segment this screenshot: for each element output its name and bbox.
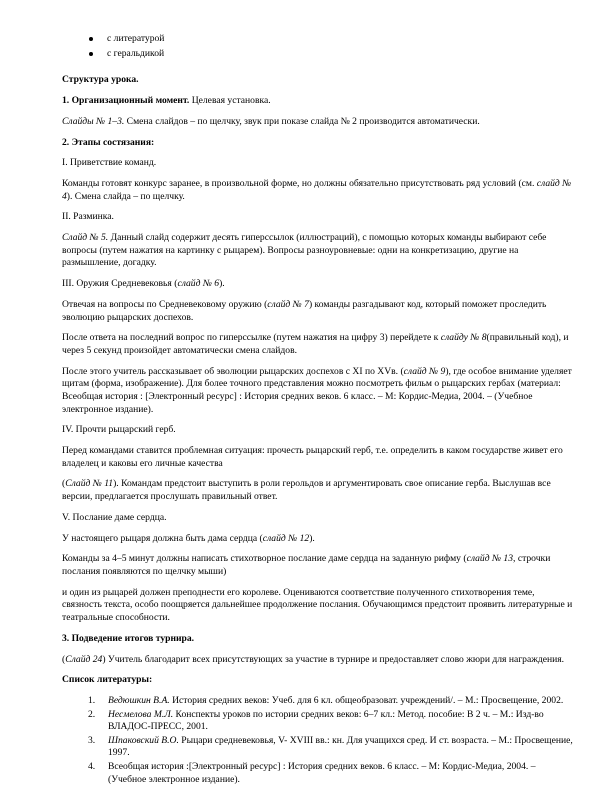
text-part: Данный слайд содержит десять гиперссылок (иллюстраций), с помощью которых команды выбирают себе вопросы (путем нажатия на картинку с рыцарем). Вопросы разноуровневые: одни на конкретизацию, другие на размышление, догадку. bbox=[62, 232, 547, 269]
slide-ref: слайд № 6 bbox=[177, 278, 220, 290]
reference-text: Рыцари средневековья, V- XVIII вв.: кн. Для учащихся сред. И ст. возраста. – М.: Просвещение, 1997. bbox=[108, 734, 573, 759]
text-part: Команды готовят конкурс заранее, в произвольной форме, но должны обязательно присутствовать ряд условий (см. bbox=[62, 178, 537, 190]
reference-item bbox=[62, 735, 574, 760]
stage-5-text-3: и один из рыцарей должен преподнести его королеве. Оцениваются соответствие полученного стихотворения теме, связность текста, особо поощряется дальнейшее продолжение послания. Обучающимся предстоит проявить литературные и театральные способности. bbox=[62, 586, 573, 623]
slide-ref: слайд № 13 bbox=[466, 553, 514, 565]
bullet-item: с литературой bbox=[62, 33, 574, 46]
text-part: После этого учитель рассказывает об эволюции рыцарских доспехов с XI по XVв. ( bbox=[62, 365, 404, 377]
slide-ref: слайду № 8 bbox=[440, 332, 487, 344]
text-part: (правильный код), и через 5 секунд произойдет автоматически смена слайдов. bbox=[62, 332, 569, 356]
references-heading: Список литературы: bbox=[62, 674, 153, 686]
slide-ref: слайд № 12 bbox=[262, 532, 310, 544]
reference-item bbox=[62, 761, 574, 786]
slide-ref: слайд № 7 bbox=[267, 299, 309, 310]
slide-ref: Слайд 24 bbox=[65, 653, 103, 665]
stage-3-text-2 bbox=[62, 332, 574, 357]
section-1-heading bbox=[62, 95, 574, 108]
reference-text: История средних веков: Учеб. для 6 кл. общеобразоват. учреждений/. – М.: Просвещение, 2002. bbox=[169, 695, 564, 707]
stage-1-title: I. Приветствие команд. bbox=[62, 157, 157, 169]
stage-4-text-2 bbox=[62, 478, 574, 503]
text-part: ) команды разгадывают код, который поможет проследить эволюцию рыцарских доспехов. bbox=[62, 299, 547, 323]
reference-author: Несмелова М.Л. bbox=[108, 708, 174, 720]
slides-ref: Слайды № 1–3. bbox=[62, 115, 125, 127]
slide-ref: Слайд № 5. bbox=[62, 232, 109, 244]
stage-1-text bbox=[62, 178, 574, 203]
section-1-title-rest: Целевая установка. bbox=[189, 94, 271, 106]
reference-number: 1. bbox=[88, 695, 96, 707]
stage-5-text-2 bbox=[62, 553, 574, 578]
stage-3-text-3 bbox=[62, 366, 574, 416]
text-part: У настоящего рыцаря должна быть дама сердца ( bbox=[62, 532, 263, 544]
structure-heading: Структура урока. bbox=[62, 74, 139, 86]
reference-text: Всеобщая история :[Электронный ресурс] : История средних веков. 6 класс. – М: Кордис-Медиа, 2004. – (Учебное электронное издание). bbox=[108, 761, 536, 785]
reference-text: Конспекты уроков по истории средних веков: 6–7 кл.: Метод. пособие: В 2 ч. – М.: Изд-во ВЛАДОС-ПРЕСС, 2001. bbox=[108, 708, 544, 733]
bullet-item: с геральдикой bbox=[62, 48, 574, 61]
stage-2-title: II. Разминка. bbox=[62, 211, 114, 223]
stage-2-text bbox=[62, 232, 574, 270]
text-part: Отвечая на вопросы по Средневековому оружию ( bbox=[62, 299, 268, 310]
text-part: III. Оружия Средневековья ( bbox=[62, 278, 178, 290]
reference-item bbox=[62, 695, 574, 708]
section-1-text-rest: Смена слайдов – по щелчку, звук при показе слайда № 2 производится автоматически. bbox=[124, 115, 480, 127]
reference-item bbox=[62, 709, 574, 734]
text-part: Команды за 4–5 минут должны написать стихотворное послание даме сердца на заданную рифму ( bbox=[62, 553, 467, 565]
text-part: ). bbox=[219, 278, 225, 290]
slide-ref: Слайд № 11 bbox=[65, 478, 114, 490]
stage-5-text-1 bbox=[62, 533, 574, 546]
text-part: ) Учитель благодарит всех присутствующих за участие в турнире и предоставляет слово жюри для награждения. bbox=[102, 653, 565, 665]
text-part: ). bbox=[309, 532, 315, 544]
section-3-heading: 3. Подведение итогов турнира. bbox=[62, 632, 195, 644]
text-part: ( bbox=[62, 478, 66, 490]
slide-ref: слайд № 9 bbox=[403, 365, 446, 377]
section-1-text bbox=[62, 116, 574, 129]
section-1-title: 1. Организационный момент. bbox=[62, 94, 190, 106]
stage-4-text-1: Перед командами ставится проблемная ситуация: прочесть рыцарский герб, т.е. определить в каком государстве живет его владелец и каковы его личные качества bbox=[62, 445, 563, 469]
text-part: ). Смена слайда – по щелчку. bbox=[66, 190, 185, 202]
stage-5-title: V. Послание даме сердца. bbox=[62, 511, 167, 523]
bullet-list bbox=[62, 33, 574, 60]
reference-number: 4. bbox=[88, 761, 96, 773]
section-3-text bbox=[62, 654, 574, 667]
text-part: , строчки послания появляются по щелчку мыши) bbox=[62, 553, 551, 577]
text-part: ), где особое внимание уделяет щитам (форма, изображение). Для более точного представления можно посмотреть фильм о рыцарских гербах (материал: Всеобщая история : [Электронный ресурс] : История средних веков. 6 класс. – М: Кордис-Медиа, 2004. – (Учебное электронное издание). bbox=[62, 365, 572, 415]
reference-author: Ведюшкин В.А. bbox=[108, 695, 170, 707]
reference-author: Шпаковский В.О. bbox=[108, 734, 179, 746]
section-2-heading: 2. Этапы состязания: bbox=[62, 136, 155, 148]
stage-3-text-1 bbox=[62, 299, 574, 324]
reference-number: 2. bbox=[88, 708, 96, 720]
stage-3-title bbox=[62, 278, 574, 291]
slide-ref: слайд № 4 bbox=[62, 178, 572, 202]
references-list bbox=[62, 695, 574, 786]
reference-number: 3. bbox=[88, 734, 96, 746]
text-part: ). Командам предстоит выступить в роли герольдов и аргументировать свое описание герба. Выслушав все версии, предлагается прослушать правильный ответ. bbox=[62, 478, 551, 503]
stage-4-title: IV. Прочти рыцарский герб. bbox=[62, 424, 176, 436]
text-part: После ответа на последний вопрос по гиперссылке (путем нажатия на цифру 3) перейдете к bbox=[62, 332, 441, 344]
text-part: ( bbox=[62, 653, 66, 665]
